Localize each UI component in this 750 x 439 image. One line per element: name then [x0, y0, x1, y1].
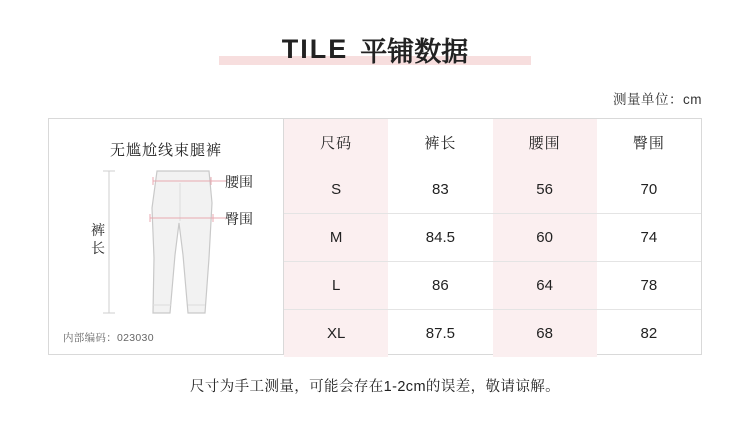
table-header: [284, 119, 701, 166]
measurement-unit-note: 测量单位：cm: [613, 92, 702, 107]
length-measure-label-2: 长: [91, 240, 105, 256]
cell-hip: 78: [597, 262, 701, 310]
cell-length: 87.5: [425, 325, 455, 342]
cell-length: 86: [388, 262, 492, 310]
product-name-label: 无尴尬线束腿裤: [109, 142, 222, 159]
hip-measure-label: 臀围: [225, 211, 253, 227]
page-title: [0, 30, 750, 76]
size-table-frame: [48, 118, 702, 355]
pants-diagram-icon: [49, 163, 284, 341]
measurement-disclaimer: 尺寸为手工测量，可能会存在1-2cm的误差，敬请谅解。: [189, 379, 561, 395]
table-row: [284, 214, 701, 262]
length-measure-label-1: 裤: [91, 222, 105, 238]
title-english: TILE: [281, 34, 349, 64]
product-illustration-cell: [49, 119, 284, 354]
cell-size: M: [284, 214, 388, 262]
title-text-group: [282, 30, 469, 69]
cell-waist: 68: [493, 310, 597, 358]
table-row: [284, 310, 701, 358]
waist-measure-label: 腰围: [225, 174, 253, 190]
cell-size: L: [284, 262, 388, 310]
table-body: [284, 166, 701, 357]
cell-waist: 56: [493, 166, 597, 214]
cell-hip: 74: [597, 214, 701, 262]
header-size: 尺码: [284, 119, 388, 166]
header-waist: 腰围: [493, 119, 597, 166]
table-header-row: [284, 119, 701, 166]
table-row: [284, 166, 701, 214]
table-row: [284, 262, 701, 310]
cell-hip: 82: [640, 325, 658, 342]
size-data-table: [284, 119, 701, 357]
cell-waist: 60: [493, 214, 597, 262]
cell-hip: 70: [597, 166, 701, 214]
internal-code-label: 内部编码：023030: [63, 332, 154, 344]
header-length: 裤长: [424, 135, 457, 152]
cell-size: S: [284, 166, 388, 214]
cell-length: 83: [388, 166, 492, 214]
cell-waist: 64: [493, 262, 597, 310]
header-hip: 臀围: [632, 135, 665, 152]
cell-length: 84.5: [388, 214, 492, 262]
title-chinese: 平铺数据: [360, 37, 469, 67]
cell-size: XL: [284, 310, 388, 358]
